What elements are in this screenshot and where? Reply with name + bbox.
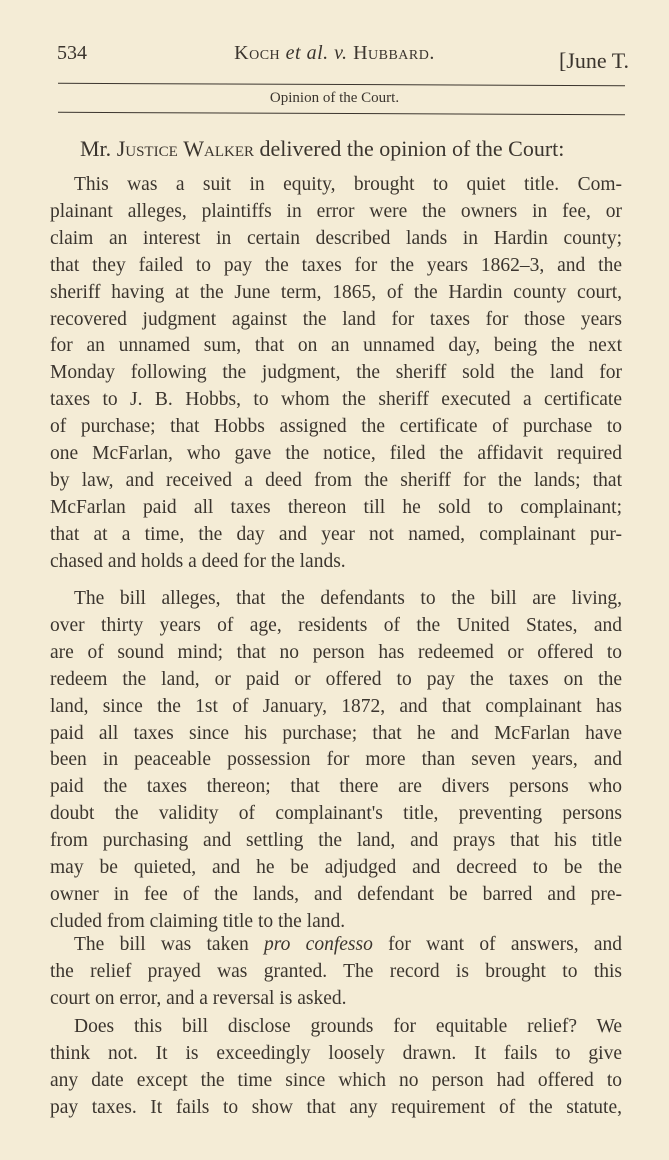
paragraph-line: the relief prayed was granted. The record is brought to this bbox=[50, 960, 622, 982]
paragraph-line: are of sound mind; that no person has redeemed or offered to bbox=[50, 641, 622, 663]
term-label: [June T. bbox=[558, 48, 629, 73]
opinion-opening bbox=[80, 136, 564, 162]
paragraph-line: pay taxes. It fails to show that any requirement of the statute, bbox=[50, 1096, 622, 1118]
text-segment: The bill was taken bbox=[74, 934, 249, 955]
paragraph-line: paid the taxes thereon; that there are divers persons who bbox=[50, 776, 622, 798]
paragraph-line: recovered judgment against the land for taxes for those years bbox=[50, 308, 622, 330]
section-heading: Opinion of the Court. bbox=[269, 90, 400, 106]
paragraph-line: may be quieted, and he be adjudged and decreed to be the bbox=[50, 857, 622, 879]
paragraph-line: of purchase; that Hobbs assigned the certificate of purchase to bbox=[50, 416, 622, 438]
paragraph-line: doubt the validity of complainant's title, preventing persons bbox=[50, 803, 622, 825]
paragraph-line: that they failed to pay the taxes for the years 1862–3, and the bbox=[50, 254, 622, 276]
paragraph-line: paid all taxes since his purchase; that he and McFarlan have bbox=[50, 722, 622, 744]
paragraph-1 bbox=[50, 172, 622, 576]
paragraph-line: claim an interest in certain described lands in Hardin county; bbox=[50, 227, 622, 249]
paragraph-line: one McFarlan, who gave the notice, filed the affidavit required bbox=[50, 443, 622, 465]
case-etal: et al. bbox=[285, 42, 329, 64]
header-rule-top bbox=[58, 83, 625, 86]
paragraph-line bbox=[50, 932, 622, 959]
paragraph-line: cluded from claiming title to the land. bbox=[50, 910, 346, 932]
justice-name: Walker bbox=[183, 136, 255, 161]
opening-prefix: Mr. bbox=[80, 136, 112, 161]
paragraph-line: from purchasing and settling the land, and prays that his title bbox=[50, 830, 622, 852]
paragraph-2 bbox=[50, 586, 622, 936]
paragraph-3 bbox=[50, 932, 622, 1013]
paragraph-line: for an unnamed sum, that on an unnamed day, being the next bbox=[50, 335, 622, 357]
paragraph-line: The bill alleges, that the defendants to the bill are living, bbox=[74, 588, 622, 609]
justice-title: Justice bbox=[116, 136, 178, 161]
paragraph-line: McFarlan paid all taxes thereon till he sold to complainant; bbox=[50, 496, 622, 518]
case-party-1: Koch bbox=[234, 42, 281, 64]
text-segment: for want of answers, and bbox=[388, 934, 623, 955]
page-number: 534 bbox=[57, 42, 87, 64]
paragraph-line: Monday following the judgment, the sheriff sold the land for bbox=[50, 362, 622, 384]
paragraph-line: think not. It is exceedingly loosely drawn. It fails to give bbox=[50, 1042, 622, 1064]
case-party-2: Hubbard. bbox=[353, 42, 435, 64]
paragraph-line: This was a suit in equity, brought to quiet title. Com- bbox=[74, 174, 622, 195]
paragraph-line: by law, and received a deed from the sheriff for the lands; that bbox=[50, 469, 622, 491]
paragraph-line: court on error, and a reversal is asked. bbox=[50, 987, 347, 1009]
header-rule-bottom bbox=[58, 112, 625, 115]
paragraph-line: plainant alleges, plaintiffs in error were the owners in fee, or bbox=[50, 200, 622, 222]
opening-rest: delivered the opinion of the Court: bbox=[259, 136, 565, 161]
paragraph-line: that at a time, the day and year not named, complainant pur- bbox=[50, 523, 622, 545]
paragraph-4 bbox=[50, 1014, 622, 1122]
paragraph-line: sheriff having at the June term, 1865, of the Hardin county court, bbox=[50, 281, 622, 303]
paragraph-line: over thirty years of age, residents of the United States, and bbox=[50, 614, 622, 636]
paragraph-line: owner in fee of the lands, and defendant be barred and pre- bbox=[50, 883, 622, 905]
paragraph-line: any date except the time since which no person had offered to bbox=[50, 1069, 622, 1091]
paragraph-line: taxes to J. B. Hobbs, to whom the sheriff executed a certificate bbox=[50, 389, 622, 411]
paragraph-line: Does this bill disclose grounds for equitable relief? We bbox=[74, 1016, 622, 1037]
paragraph-line: land, since the 1st of January, 1872, and that complainant has bbox=[50, 695, 622, 717]
italic-phrase: pro confesso bbox=[264, 934, 373, 955]
paragraph-line: redeem the land, or paid or offered to pay the taxes on the bbox=[50, 668, 622, 690]
case-v: v. bbox=[334, 42, 348, 64]
paragraph-line: been in peaceable possession for more than seven years, and bbox=[50, 749, 622, 771]
paragraph-line: chased and holds a deed for the lands. bbox=[50, 550, 346, 572]
